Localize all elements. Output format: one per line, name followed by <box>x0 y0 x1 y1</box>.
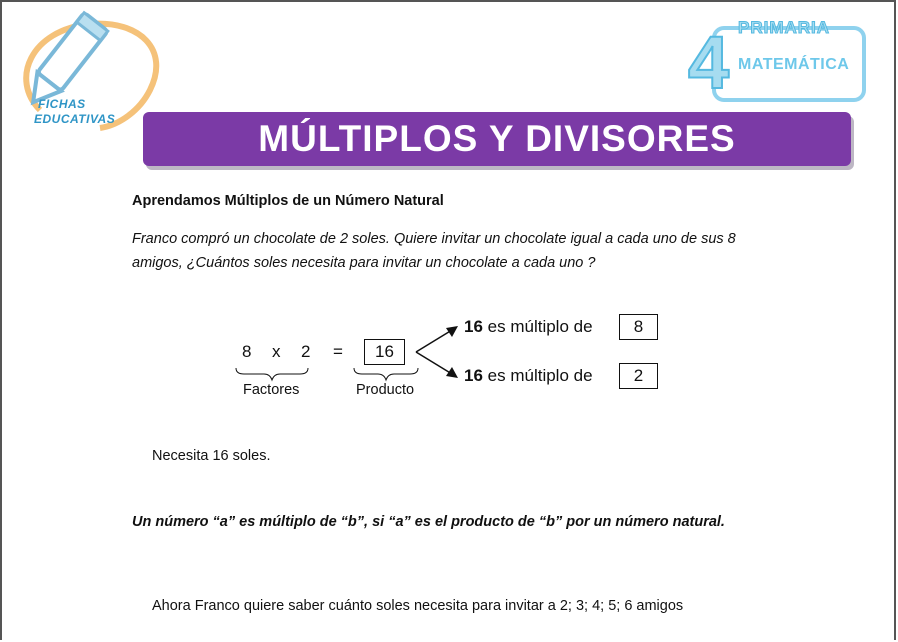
multiple-of-box-1: 8 <box>619 314 658 340</box>
logo-text-line1: FICHAS <box>38 97 86 111</box>
level-label: PRIMARIA <box>738 18 831 37</box>
factor-1: 8 <box>242 342 252 361</box>
arrow-up <box>416 330 452 352</box>
multiple-line-2 <box>464 366 593 386</box>
section-heading: Aprendamos Múltiplos de un Número Natural <box>132 193 444 209</box>
multiple-line-1 <box>464 317 593 337</box>
multiple-number-2: 16 <box>464 366 483 385</box>
product-box: 16 <box>364 339 405 365</box>
arrow-down-head-icon <box>446 367 458 378</box>
multiple-text-2: es múltiplo de <box>487 366 593 385</box>
definition-text: Un número “a” es múltiplo de “b”, si “a” es el producto de “b” por un número natural. <box>132 514 725 530</box>
multiple-text-1: es múltiplo de <box>487 317 593 336</box>
times-sign: x <box>272 342 281 361</box>
factors-brace <box>236 368 308 380</box>
grade-number: 4 <box>688 21 730 104</box>
subject-label: MATEMÁTICA <box>738 56 850 73</box>
equals-sign: = <box>333 342 343 361</box>
multiple-number-1: 16 <box>464 317 483 336</box>
product-label: Producto <box>356 382 415 398</box>
factors-label: Factores <box>243 382 300 398</box>
next-problem-text: Ahora Franco quiere saber cuánto soles necesita para invitar a 2; 3; 4; 5; 6 amigos <box>152 598 684 614</box>
arrow-down <box>416 352 452 374</box>
problem-text: Franco compró un chocolate de 2 soles. Quiere invitar un chocolate igual a cada uno de sus 8 amigos, ¿Cuántos soles necesita para invitar un chocolate a cada uno ? <box>132 231 736 271</box>
answer-text: Necesita 16 soles. <box>152 448 271 464</box>
title-banner <box>143 112 851 166</box>
multiple-of-box-2: 2 <box>619 363 658 389</box>
page-title: MÚLTIPLOS Y DIVISORES <box>258 118 736 159</box>
product-brace <box>354 368 418 380</box>
arrow-up-head-icon <box>446 326 458 337</box>
factor-2: 2 <box>301 342 311 361</box>
logo-text-line2: EDUCATIVAS <box>34 112 116 126</box>
